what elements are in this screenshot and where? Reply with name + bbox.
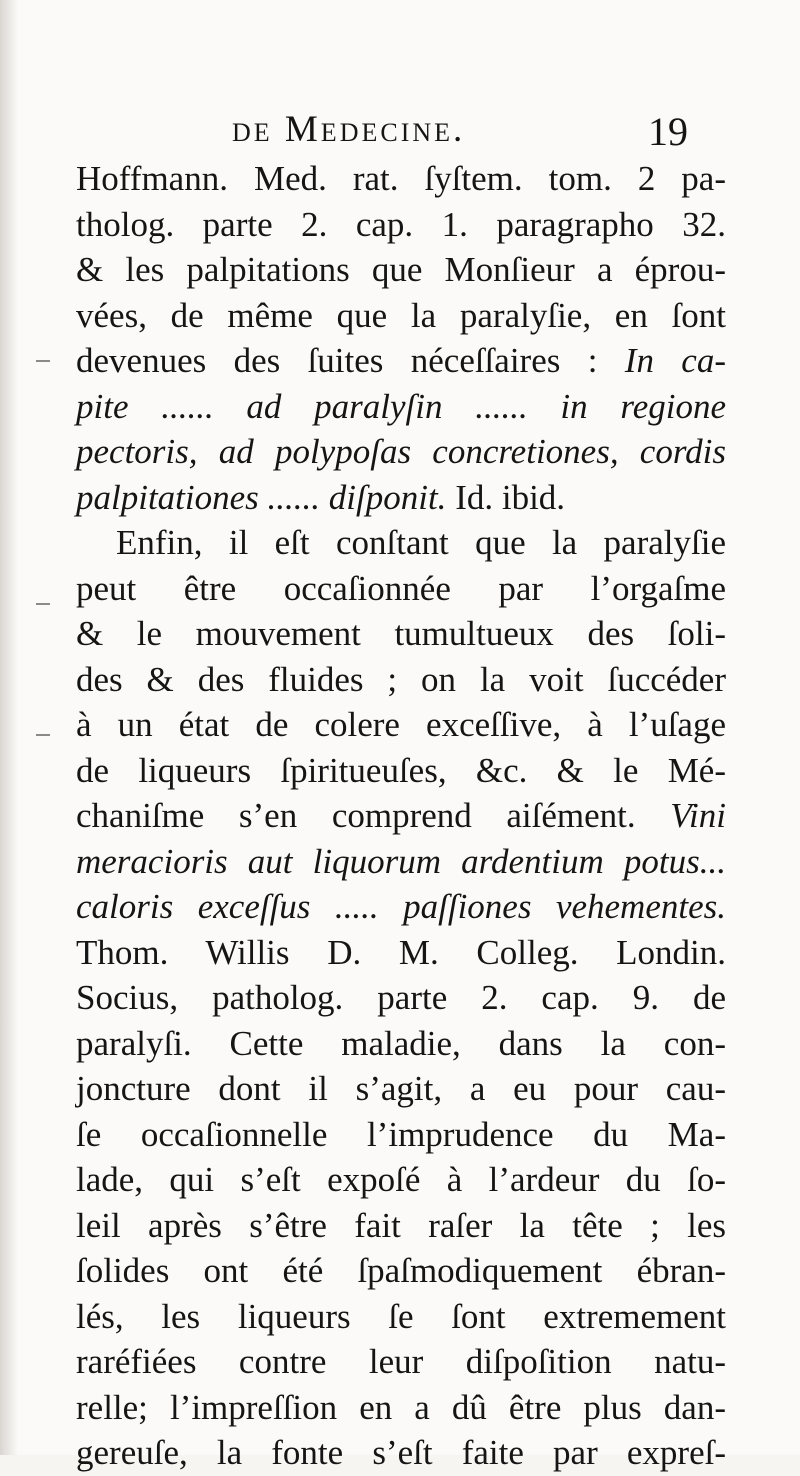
- text-line: [76, 793, 726, 839]
- text-line: [76, 384, 726, 430]
- text-line: [76, 566, 726, 612]
- text-segment: joncture dont il s’agit, a eu pour cau-: [76, 1069, 726, 1108]
- text-segment: relle; l’impreſſion en a dû être plus dan-: [76, 1387, 726, 1427]
- text-line: [76, 930, 726, 976]
- italic-text-segment: pite ...... ad paralyſin ...... in regione: [76, 386, 726, 426]
- text-line: [76, 429, 726, 475]
- text-segment: ſe occaſionnelle l’imprudence du Ma-: [76, 1114, 726, 1154]
- text-line: [76, 293, 726, 339]
- text-segment: raréfiées contre leur diſpoſition natu-: [76, 1342, 726, 1381]
- text-segment: lés, les liqueurs ſe ſont extremement: [76, 1296, 726, 1336]
- text-line: [76, 1339, 726, 1385]
- text-line: [76, 520, 726, 566]
- text-segment: vées, de même que la paralyſie, en ſont: [76, 295, 726, 335]
- italic-text-segment: caloris exceſſus ..... paſſiones vehementes.: [76, 887, 726, 926]
- text-segment: gereuſe, la fonte s’eſt faite par expreſ-: [76, 1433, 726, 1472]
- text-line: [76, 702, 726, 748]
- text-segment: tholog. parte 2. cap. 1. paragrapho 32.: [76, 204, 726, 244]
- text-line: [76, 1430, 726, 1476]
- text-line: [76, 338, 726, 384]
- text-line: [76, 884, 726, 930]
- italic-text-segment: palpitationes ...... diſponit.: [76, 477, 447, 517]
- text-line: [76, 156, 726, 202]
- text-line: [76, 839, 726, 885]
- text-line: [76, 1157, 726, 1203]
- text-segment: ſolides ont été ſpaſmodiquement ébran-: [76, 1251, 726, 1290]
- text-segment: à un état de colere exceſſive, à l’uſage: [76, 705, 726, 744]
- text-line: [76, 1066, 726, 1112]
- text-segment: Enfin, il eſt conſtant que la paralyſie: [116, 523, 726, 562]
- text-segment: lade, qui s’eſt expoſé à l’ardeur du ſo-: [76, 1160, 726, 1199]
- margin-tick: [36, 360, 50, 362]
- text-segment: des & des fluides ; on la voit ſuccéder: [76, 659, 726, 699]
- text-line: [76, 475, 726, 521]
- text-segment: peut être occaſionnée par l’orgaſme: [76, 568, 726, 608]
- text-segment: devenues des ſuites néceſſaires :: [76, 341, 625, 380]
- text-segment: & le mouvement tumultueux des ſoli-: [76, 614, 726, 653]
- text-line: [76, 1021, 726, 1067]
- text-segment: chaniſme s’en comprend aiſément.: [76, 796, 671, 835]
- text-line: [76, 1203, 726, 1249]
- page-number: 19: [648, 109, 688, 154]
- text-segment: leil après s’être fait raſer la tête ; les: [76, 1205, 726, 1245]
- text-segment: Id. ibid.: [446, 477, 566, 517]
- text-segment: de liqueurs ſpiritueuſes, &c. & le Mé-: [76, 750, 726, 790]
- page-gutter-shadow: [0, 0, 18, 1455]
- text-line: [76, 611, 726, 657]
- text-segment: Socius, patholog. parte 2. cap. 9. de: [76, 978, 726, 1017]
- text-line: [76, 975, 726, 1021]
- text-segment: & les palpitations que Monſieur a éprou-: [76, 250, 726, 289]
- text-segment: Hoffmann. Med. rat. ſyſtem. tom. 2 pa-: [76, 159, 726, 198]
- margin-tick: [36, 734, 50, 736]
- italic-text-segment: pectoris, ad polypoſas concretiones, cordis: [76, 432, 726, 471]
- text-line: [76, 657, 726, 703]
- text-line: [76, 1248, 726, 1294]
- page-header: [0, 108, 800, 158]
- body-text: [76, 156, 726, 1476]
- text-line: [76, 748, 726, 794]
- italic-text-segment: meracioris aut liquorum ardentium potus...: [76, 841, 726, 881]
- running-head: de Medecine.: [232, 109, 466, 150]
- italic-text-segment: Vini: [670, 796, 726, 835]
- italic-text-segment: In ca-: [624, 341, 726, 380]
- margin-tick: [36, 603, 50, 605]
- text-line: [76, 1112, 726, 1158]
- text-segment: Thom. Willis D. M. Colleg. Londin.: [76, 932, 726, 972]
- text-line: [76, 1294, 726, 1340]
- text-line: [76, 1385, 726, 1431]
- text-line: [76, 202, 726, 248]
- text-segment: paralyſi. Cette maladie, dans la con-: [76, 1023, 726, 1063]
- text-line: [76, 247, 726, 293]
